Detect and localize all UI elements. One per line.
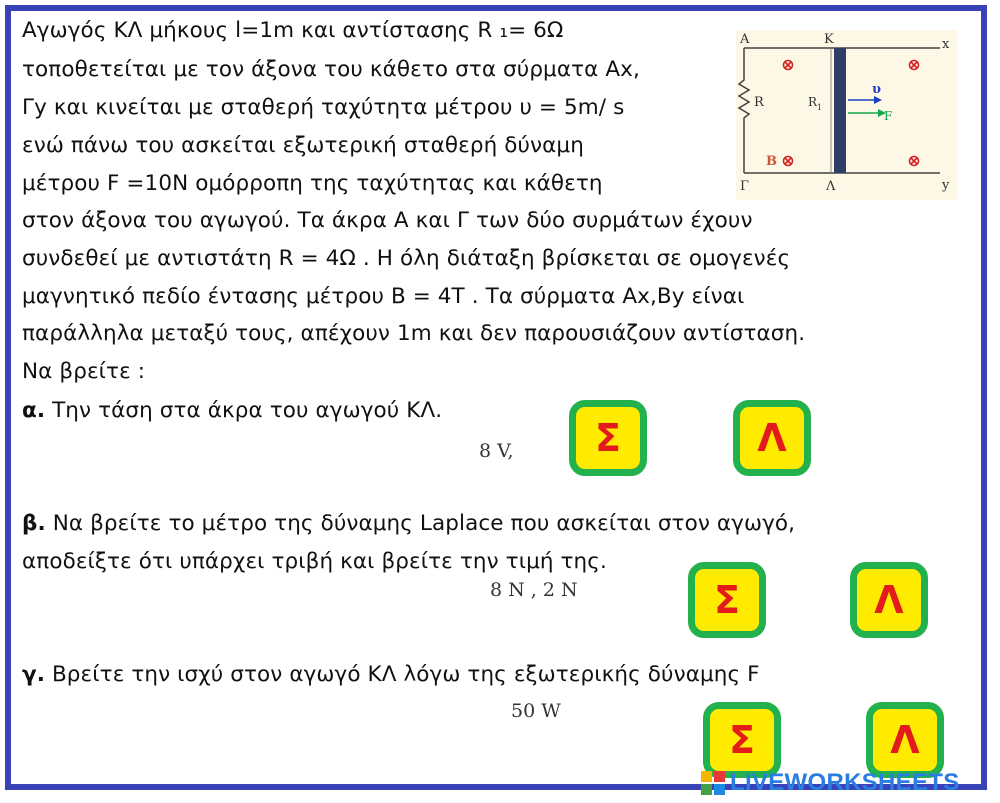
question-a: α. Την τάση στα άκρα του αγωγού ΚΛ. bbox=[22, 398, 443, 423]
true-button-b[interactable]: Σ bbox=[688, 562, 766, 638]
question-b-line2: αποδείξτε ότι υπάρχει τριβή και βρείτε την τιμή της. bbox=[22, 549, 607, 574]
problem-line: τοποθετείται με τον άξονα του κάθετο στα σύρματα Αx, bbox=[22, 57, 640, 82]
svg-text:y: y bbox=[942, 178, 950, 193]
field-label: B bbox=[766, 154, 777, 169]
problem-line: Γy και κινείται με σταθερή ταχύτητα μέτρου υ = 5m/ s bbox=[22, 95, 625, 120]
conductor-rod bbox=[834, 48, 846, 173]
logo-text: LIVEWORKSHEETS bbox=[730, 769, 960, 796]
problem-line: ενώ πάνω του ασκείται εξωτερική σταθερή δύναμη bbox=[22, 133, 584, 158]
false-button-b[interactable]: Λ bbox=[850, 562, 928, 638]
svg-text:x: x bbox=[942, 37, 950, 52]
logo-icon bbox=[700, 770, 726, 796]
false-button-c[interactable]: Λ bbox=[866, 702, 944, 778]
problem-line: μαγνητικό πεδίο έντασης μέτρου Β = 4Τ . Τα σύρματα Αx,By είναι bbox=[22, 284, 745, 309]
problem-line: μέτρου F =10N ομόρροπη της ταχύτητας και κάθετη bbox=[22, 171, 603, 196]
true-button-c[interactable]: Σ bbox=[703, 702, 781, 778]
question-c: γ. Βρείτε την ισχύ στον αγωγό ΚΛ λόγω της εξωτερικής δύναμης F bbox=[22, 662, 760, 687]
answer-b: 8 N , 2 N bbox=[490, 579, 578, 601]
answer-c: 50 W bbox=[511, 700, 561, 722]
answer-a: 8 V, bbox=[479, 440, 514, 462]
svg-text:1: 1 bbox=[817, 103, 823, 112]
problem-line: Αγωγός ΚΛ μήκους l=1m και αντίστασης R ₁= 6Ω bbox=[22, 18, 564, 43]
svg-text:R: R bbox=[808, 95, 818, 109]
problem-line: συνδεθεί με αντιστάτη R = 4Ω . Η όλη διάταξη βρίσκεται σε ομογενές bbox=[22, 246, 791, 271]
force-label: F bbox=[884, 109, 893, 123]
svg-text:K: K bbox=[824, 32, 834, 47]
problem-line: Να βρείτε : bbox=[22, 359, 146, 384]
svg-text:R: R bbox=[754, 95, 764, 110]
liveworksheets-logo bbox=[700, 768, 960, 798]
question-b: β. Να βρείτε το μέτρο της δύναμης Laplace που ασκείται στον αγωγό, bbox=[22, 511, 796, 536]
svg-text:Λ: Λ bbox=[826, 179, 836, 194]
velocity-label: υ bbox=[872, 82, 882, 97]
problem-line: στον άξονα του αγωγού. Τα άκρα Α και Γ των δύο συρμάτων έχουν bbox=[22, 208, 753, 233]
svg-text:Γ: Γ bbox=[740, 179, 750, 194]
true-button-a[interactable]: Σ bbox=[569, 400, 647, 476]
circuit-diagram bbox=[736, 30, 957, 200]
problem-line: παράλληλα μεταξύ τους, απέχουν 1m και δεν παρουσιάζουν αντίσταση. bbox=[22, 321, 806, 346]
false-button-a[interactable]: Λ bbox=[733, 400, 811, 476]
svg-text:A: A bbox=[740, 32, 750, 47]
